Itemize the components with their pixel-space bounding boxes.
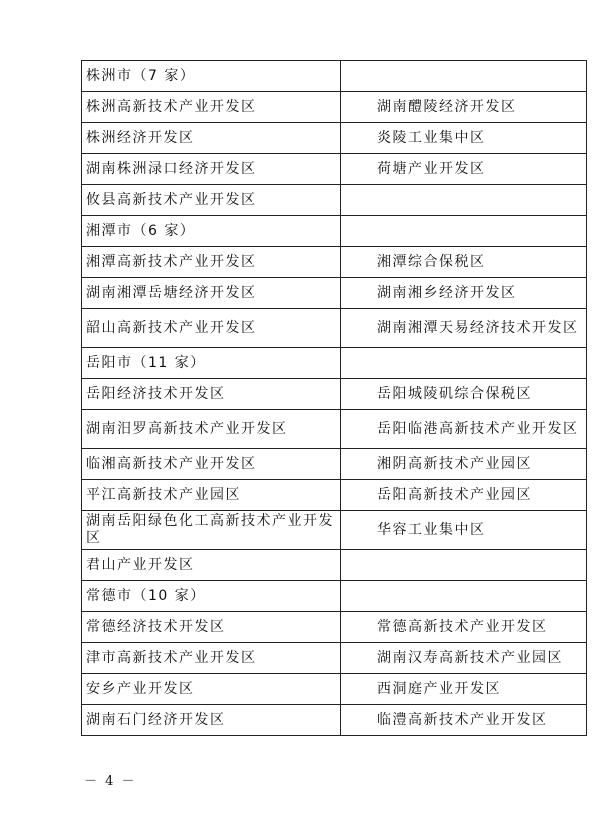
table-cell: 华容工业集中区 [341, 511, 587, 550]
table-row [82, 511, 587, 550]
table-cell: 岳阳城陵矶综合保税区 [341, 379, 587, 410]
table-cell [341, 216, 587, 247]
table-cell: 岳阳市（11 家） [82, 348, 341, 379]
table-cell: 津市高新技术产业开发区 [82, 643, 341, 674]
table-row [82, 92, 587, 123]
table-row [82, 185, 587, 216]
page-number: － 4 － [84, 774, 137, 789]
table-cell [341, 61, 587, 92]
table-row [82, 247, 587, 278]
table-cell: 湖南醴陵经济开发区 [341, 92, 587, 123]
table-row [82, 410, 587, 449]
table-row [82, 278, 587, 309]
table-cell: 常德高新技术产业开发区 [341, 612, 587, 643]
table-cell: 平江高新技术产业园区 [82, 480, 341, 511]
table-row [82, 61, 587, 92]
table-row [82, 379, 587, 410]
table-row [82, 123, 587, 154]
table-row [82, 643, 587, 674]
table-row [82, 154, 587, 185]
table-cell: 湘潭高新技术产业开发区 [82, 247, 341, 278]
table-cell: 湖南株洲渌口经济开发区 [82, 154, 341, 185]
table-cell: 湖南汨罗高新技术产业开发区 [82, 410, 341, 449]
table-cell: 攸县高新技术产业开发区 [82, 185, 341, 216]
table-cell: 炎陵工业集中区 [341, 123, 587, 154]
table-cell: 株洲市（7 家） [82, 61, 341, 92]
table-cell: 湖南岳阳绿色化工高新技术产业开发区 [82, 511, 341, 550]
table-cell: 常德市（10 家） [82, 581, 341, 612]
table-cell [341, 185, 587, 216]
table-cell: 株洲高新技术产业开发区 [82, 92, 341, 123]
table-cell: 湖南汉寿高新技术产业园区 [341, 643, 587, 674]
table-row [82, 449, 587, 480]
table-cell: 常德经济技术开发区 [82, 612, 341, 643]
table-cell: 湖南湘乡经济开发区 [341, 278, 587, 309]
zone-list-sheet [81, 60, 579, 736]
table-cell: 岳阳高新技术产业园区 [341, 480, 587, 511]
table-cell [341, 348, 587, 379]
table-cell: 君山产业开发区 [82, 550, 341, 581]
table-cell: 湖南湘潭岳塘经济开发区 [82, 278, 341, 309]
table-cell: 临湘高新技术产业开发区 [82, 449, 341, 480]
table-cell: 安乡产业开发区 [82, 674, 341, 705]
table-cell: 湘潭综合保税区 [341, 247, 587, 278]
development-zone-table [81, 60, 587, 736]
table-cell: 岳阳临港高新技术产业开发区 [341, 410, 587, 449]
table-row [82, 216, 587, 247]
table-cell: 西洞庭产业开发区 [341, 674, 587, 705]
table-cell: 荷塘产业开发区 [341, 154, 587, 185]
table-cell: 株洲经济开发区 [82, 123, 341, 154]
table-row [82, 674, 587, 705]
table-row [82, 612, 587, 643]
table-cell: 临澧高新技术产业开发区 [341, 705, 587, 736]
table-cell [341, 581, 587, 612]
table-cell: 湖南石门经济开发区 [82, 705, 341, 736]
table-row [82, 581, 587, 612]
table-cell: 湘潭市（6 家） [82, 216, 341, 247]
table-cell: 湖南湘潭天易经济技术开发区 [341, 309, 587, 348]
table-cell: 湘阴高新技术产业园区 [341, 449, 587, 480]
table-row [82, 480, 587, 511]
table-cell: 岳阳经济技术开发区 [82, 379, 341, 410]
table-row [82, 348, 587, 379]
table-row [82, 309, 587, 348]
table-row [82, 705, 587, 736]
table-cell [341, 550, 587, 581]
table-cell: 韶山高新技术产业开发区 [82, 309, 341, 348]
table-row [82, 550, 587, 581]
